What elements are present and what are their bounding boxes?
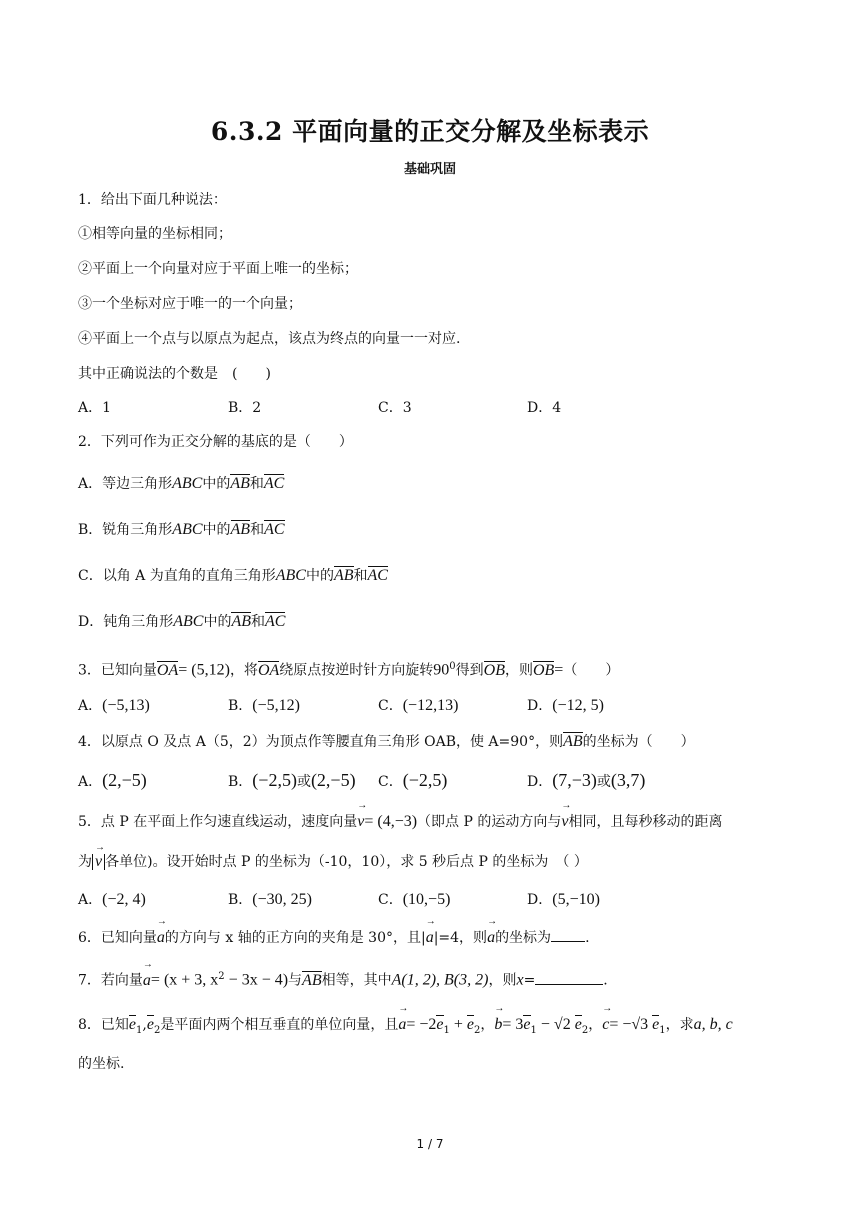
q5-part-5: 各单位)。设开始时点 P 的坐标为（-10，10），求 5 秒后点 P 的坐标为 （ ） <box>105 854 588 870</box>
q2-c-vector-ac: AC <box>367 567 388 584</box>
q4-b-label: B． <box>228 774 253 790</box>
q5-option-b <box>228 890 312 910</box>
q8-b-sub-1: 1 <box>530 1024 537 1036</box>
q4-prefix: 4．以原点 O 及点 A（5，2）为顶点作等腰直角三角形 OAB，使 A=90°，则 <box>78 734 564 750</box>
q5-part-1: 5．点 P 在平面上作匀速直线运动，速度向量 <box>78 814 358 830</box>
q1-statement-2: ②平面上一个向量对应于平面上唯一的坐标； <box>78 261 358 277</box>
q7-points: A(1, 2), B(3, 2) <box>391 971 489 989</box>
q3-oa-value: = (5,12) <box>178 661 230 679</box>
q6-part-2: 的方向与 x 轴的正方向的夹角是 30°，且| <box>164 930 426 946</box>
page-title: 6.3.2 平面向量的正交分解及坐标表示 <box>210 117 650 146</box>
q8-c-expr: = −√3 <box>609 1016 653 1033</box>
q8-part-2: 是平面内两个相互垂直的单位向量，且 <box>160 1017 399 1033</box>
q4-b-value-2: (2,−5) <box>310 770 356 790</box>
q3-vector-ob: OB <box>483 661 505 679</box>
q8-vector-c: → c <box>602 1015 609 1035</box>
q8-b-e2: e <box>574 1016 582 1033</box>
q2-d-mid: 中的 <box>203 614 232 630</box>
q6-vector-a: → a <box>157 928 165 948</box>
q8-c-e1: e <box>652 1016 660 1033</box>
q2-c-mid: 中的 <box>305 568 334 584</box>
q2-c-triangle: ABC <box>275 567 306 584</box>
q5-part-2: （即点 P 的运动方向与 <box>417 814 562 830</box>
q2-c-vector-ab: AB <box>333 567 354 584</box>
q2-d-prefix: D．钝角三角形 <box>78 614 174 630</box>
q5-a-value: (−2, 4) <box>102 891 146 908</box>
q2-d-vector-ab: AB <box>231 613 251 630</box>
q8-b-e1: e <box>523 1016 531 1033</box>
q5-a-label: A． <box>78 892 103 908</box>
q8-b-sub-2: 2 <box>581 1024 589 1036</box>
q3-c-value: (−12,13) <box>402 697 459 714</box>
q5-c-label: C． <box>378 892 403 908</box>
q6-part-1: 6．已知向量 <box>78 930 157 946</box>
q3-vector-oa-2: OA <box>257 661 280 679</box>
q8-vector-a: → a <box>398 1015 406 1035</box>
q5-vector-v-3: → v <box>95 854 102 870</box>
q2-option-d <box>78 612 285 632</box>
q8-vector-b: → b <box>494 1015 502 1035</box>
q3-tail: （ ） <box>563 662 620 679</box>
q1-ask: 其中正确说法的个数是 ( ) <box>78 366 271 382</box>
q5-d-value: (5,−10) <box>552 891 600 908</box>
q2-option-b <box>78 520 285 540</box>
q1-option-a: A．1 <box>78 400 112 416</box>
q3-equals: = <box>554 661 564 679</box>
section-subtitle: 基础巩固 <box>403 162 456 177</box>
q8-part-4: ， <box>588 1017 603 1033</box>
q8-sub-1: 1 <box>136 1024 143 1036</box>
q2-a-and: 和 <box>249 476 264 492</box>
q2-b-prefix: B．锐角三角形 <box>78 522 173 538</box>
q8-a-expr-1: = −2 <box>406 1016 437 1033</box>
q1-option-d: D．4 <box>527 400 562 416</box>
q3-option-d <box>527 696 604 716</box>
q2-b-vector-ac: AC <box>264 521 285 538</box>
q8-a-e1: e <box>436 1016 444 1033</box>
q5-part-4: 为 <box>78 854 92 870</box>
q2-a-vector-ac: AC <box>263 475 285 492</box>
q4-option-c <box>378 770 447 792</box>
q8-a-expr-2: + <box>449 1016 467 1033</box>
q3-mid1: ，将 <box>229 662 258 679</box>
q2-b-triangle: ABC <box>172 521 203 538</box>
q7-answer-blank <box>535 970 603 985</box>
q1-stem: 1．给出下面几种说法： <box>78 192 227 208</box>
q5-b-label: B． <box>228 892 253 908</box>
q4-option-a <box>78 770 147 792</box>
q6-part-3: |=4，则 <box>433 930 488 946</box>
q5-option-d <box>527 890 600 910</box>
q7-vector-ab: AB <box>302 971 322 989</box>
q5-c-value: (10,−5) <box>402 891 451 908</box>
q3-degree: 0 <box>449 661 456 672</box>
q8-vector-e2: e <box>146 1016 154 1033</box>
q3-angle: 90 <box>433 661 450 679</box>
q8-part-5: ，求 <box>665 1017 694 1033</box>
q2-b-mid: 中的 <box>202 522 231 538</box>
q6-answer-blank <box>551 927 585 942</box>
q2-option-a <box>78 474 284 494</box>
q8-stem-line-2: 的坐标. <box>78 1056 125 1072</box>
q6-vector-a-2: → a <box>426 928 434 948</box>
q1-statement-3: ③一个坐标对应于唯一的一个向量； <box>78 296 302 312</box>
q7-stem <box>78 967 608 991</box>
q4-option-b <box>228 770 356 792</box>
q3-option-b <box>228 696 300 716</box>
q4-d-value-2: (3,7) <box>610 770 646 790</box>
q8-a-e2: e <box>466 1016 475 1033</box>
q8-vector-e1: e <box>128 1016 137 1033</box>
q5-v-value: = (4,−3) <box>364 813 418 830</box>
q2-b-vector-ab: AB <box>230 521 251 538</box>
q7-var-x: x <box>516 971 524 989</box>
q4-d-label: D． <box>527 774 553 790</box>
q3-vector-ob-2: OB <box>532 661 555 679</box>
q3-option-a <box>78 696 150 716</box>
q7-part-5: = <box>523 972 536 989</box>
q3-prefix: 3．已知向量 <box>78 662 157 679</box>
q5-option-a <box>78 890 146 910</box>
q4-b-or: 或 <box>296 774 311 790</box>
q2-a-triangle: ABC <box>172 475 203 492</box>
q4-tail: 的坐标为（ ） <box>582 734 695 750</box>
q8-a-sub-1: 1 <box>443 1024 450 1036</box>
q6-stem <box>78 927 590 948</box>
q5-vector-v-2: → v <box>561 812 568 832</box>
q6-vector-a-3: → a <box>487 928 495 948</box>
q2-option-c <box>78 566 388 586</box>
q8-abc: a, b, c <box>693 1016 733 1033</box>
q1-option-b: B．2 <box>228 400 262 416</box>
q8-part-3: ， <box>480 1017 495 1033</box>
q3-b-label: B． <box>228 698 253 714</box>
q2-c-prefix: C．以角 A 为直角的直角三角形 <box>78 568 276 584</box>
q6-part-4: 的坐标为 <box>495 930 552 946</box>
q2-stem: 2．下列可作为正交分解的基底的是（ ） <box>78 434 353 450</box>
q7-expr-1: = (x + 3, x <box>150 971 219 989</box>
q3-mid3: 得到 <box>455 662 484 679</box>
q4-b-value-1: (−2,5) <box>252 770 297 790</box>
q7-part-4: ，则 <box>488 972 517 989</box>
q8-part-1: 8．已知 <box>78 1017 129 1033</box>
q2-c-and: 和 <box>353 568 368 584</box>
q2-a-mid: 中的 <box>202 476 231 492</box>
q8-c-sub-1: 1 <box>659 1024 666 1036</box>
q3-option-c <box>378 696 458 716</box>
q5-part-3: 相同，且每秒移动的距离 <box>568 814 723 830</box>
q8-b-expr-2: − √2 <box>536 1016 575 1033</box>
q2-d-triangle: ABC <box>173 613 204 630</box>
q4-vector-ab: AB <box>563 733 583 750</box>
q3-a-label: A． <box>78 698 103 714</box>
q1-statement-4: ④平面上一个点与以原点为起点，该点为终点的向量一一对应. <box>78 331 461 347</box>
q7-part-3: 相等，其中 <box>321 972 392 989</box>
q7-vector-a: → a <box>143 971 151 991</box>
q4-stem <box>78 732 695 752</box>
q2-d-and: 和 <box>251 614 265 630</box>
q7-part-6: . <box>603 972 608 989</box>
q3-mid2: 绕原点按逆时针方向旋转 <box>279 662 434 679</box>
q5-b-value: (−30, 25) <box>252 891 312 908</box>
q4-c-label: C． <box>378 774 403 790</box>
q5-magnitude-v <box>92 854 105 870</box>
q4-d-value-1: (7,−3) <box>552 770 597 790</box>
q4-a-label: A． <box>78 774 103 790</box>
q1-statement-1: ①相等向量的坐标相同； <box>78 226 232 242</box>
q2-a-vector-ab: AB <box>230 475 250 492</box>
q4-option-d <box>527 770 645 792</box>
q1-option-c: C．3 <box>378 400 412 416</box>
q7-part-1: 7．若向量 <box>78 972 143 989</box>
q8-a-sub-2: 2 <box>474 1024 481 1036</box>
q5-d-label: D． <box>527 892 553 908</box>
q4-d-or: 或 <box>596 774 611 790</box>
q8-stem-line-1 <box>78 1015 733 1041</box>
q8-b-expr-1: = 3 <box>502 1016 524 1033</box>
q3-stem <box>78 657 619 681</box>
q2-a-prefix: A．等边三角形 <box>78 476 173 492</box>
q7-part-2: 与 <box>288 972 303 989</box>
q5-vector-v: → v <box>357 812 364 832</box>
q3-b-value: (−5,12) <box>252 697 300 714</box>
q4-a-value: (2,−5) <box>102 770 147 790</box>
q2-b-and: 和 <box>250 522 265 538</box>
q3-c-label: C． <box>378 698 403 714</box>
q3-d-value: (−12, 5) <box>552 697 604 714</box>
q2-d-vector-ac: AC <box>265 613 286 630</box>
q3-a-value: (−5,13) <box>102 697 150 714</box>
page-number: 1 / 7 <box>416 1137 444 1151</box>
q8-sub-2: 2 <box>153 1024 161 1036</box>
q6-part-5: . <box>585 930 590 946</box>
q5-option-c <box>378 890 450 910</box>
q5-stem-line-2 <box>78 852 588 872</box>
q3-mid4: ，则 <box>504 662 533 679</box>
q7-expr-2: − 3x − 4) <box>224 971 289 989</box>
q3-vector-oa: OA <box>156 661 179 679</box>
q8-comma: , <box>142 1017 147 1033</box>
q4-c-value: (−2,5) <box>402 770 448 790</box>
q3-d-label: D． <box>527 698 553 714</box>
q5-stem-line-1 <box>78 812 722 832</box>
q7-square: 2 <box>218 971 225 982</box>
